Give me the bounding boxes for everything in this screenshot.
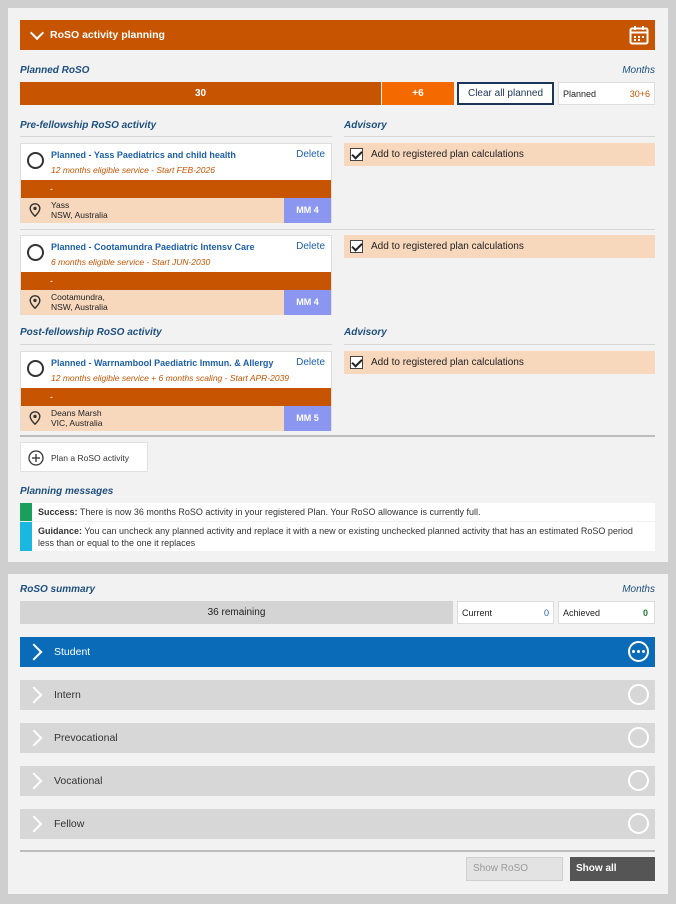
activity-bar-text: - <box>50 184 53 194</box>
mm-badge: MM 4 <box>284 198 331 223</box>
location-line-1: Yass <box>51 200 70 210</box>
pre-divider-right <box>344 136 655 137</box>
chevron-right-icon <box>26 730 43 747</box>
planned-summary-value: 30+6 <box>629 89 650 99</box>
summary-units: Months <box>622 584 655 595</box>
activity-subtitle: 12 months eligible service + 6 months scaling - Start APR-2039 <box>51 373 290 383</box>
chevron-right-icon <box>26 773 43 790</box>
stage-row-vocational[interactable] <box>20 766 655 796</box>
location-line-2: NSW, Australia <box>51 210 108 220</box>
planned-summary-box <box>558 82 655 105</box>
achieved-label: Achieved <box>563 608 601 618</box>
show-all-button[interactable]: Show all <box>570 857 655 881</box>
plus-circle-icon <box>28 450 44 466</box>
current-box <box>457 601 554 624</box>
planning-messages-title: Planning messages <box>20 486 114 497</box>
activity-title[interactable]: Planned - Yass Paediatrics and child health <box>51 150 236 160</box>
remaining-text: 36 remaining <box>207 607 266 618</box>
location-text <box>51 292 108 312</box>
activity-location-row <box>21 406 331 431</box>
success-color-bar <box>20 503 32 521</box>
post-divider-right <box>344 344 655 345</box>
activity-card <box>20 351 332 431</box>
advisory-label: Add to registered plan calculations <box>371 357 524 368</box>
plan-roso-activity-button[interactable] <box>20 442 148 472</box>
planned-units: Months <box>622 65 655 76</box>
advisory-label: Add to registered plan calculations <box>371 241 524 252</box>
advisory-checkbox[interactable] <box>350 356 363 369</box>
current-label: Current <box>462 608 493 618</box>
status-circle-icon <box>628 770 649 791</box>
location-text <box>51 408 103 428</box>
post-fellowship-title: Post-fellowship RoSO activity <box>20 327 162 338</box>
advisory-checkbox-row[interactable] <box>344 143 655 166</box>
post-divider-left <box>20 344 332 345</box>
chevron-down-icon[interactable] <box>30 26 44 40</box>
activity-period-bar <box>21 388 331 406</box>
status-circle-icon <box>628 813 649 834</box>
activity-title[interactable]: Planned - Cootamundra Paediatric Intensv Care <box>51 242 255 252</box>
guidance-body: You can uncheck any planned activity and replace it with a new or existing unchecked planned activity that has an estimated RoSO period less than or equal to the one it replaces <box>38 526 633 548</box>
plan-section-divider <box>20 435 655 437</box>
stage-row-intern[interactable] <box>20 680 655 710</box>
location-pin-icon <box>29 411 41 425</box>
planned-summary-label: Planned <box>563 89 597 99</box>
activity-bar-text: - <box>50 276 53 286</box>
guidance-message <box>20 522 655 551</box>
pre-divider-left <box>20 136 332 137</box>
activity-subtitle: 6 months eligible service - Start JUN-2030 <box>51 257 211 267</box>
stage-label: Student <box>54 646 91 658</box>
activity-card <box>20 143 332 223</box>
header-title: RoSO activity planning <box>50 29 165 41</box>
guidance-color-bar <box>20 522 32 551</box>
success-label: Success: <box>38 507 78 517</box>
in-progress-icon <box>628 641 649 662</box>
advisory-checkbox-row[interactable] <box>344 351 655 374</box>
activity-select-radio[interactable] <box>27 360 44 377</box>
calendar-icon[interactable] <box>629 25 649 45</box>
activity-title[interactable]: Planned - Warrnambool Paediatric Immun. & Allergy <box>51 358 274 368</box>
activity-card <box>20 235 332 315</box>
post-advisory-title: Advisory <box>344 327 387 338</box>
location-pin-icon <box>29 203 41 217</box>
advisory-label: Add to registered plan calculations <box>371 149 524 160</box>
planned-bar-main-value: 30 <box>194 88 207 99</box>
roso-summary-title: RoSO summary <box>20 584 96 595</box>
activity-bar-text: - <box>50 392 53 402</box>
stage-row-prevocational[interactable] <box>20 723 655 753</box>
planned-bar-extra <box>382 82 454 105</box>
activity-divider <box>20 229 655 230</box>
planned-bar-extra-value: +6 <box>412 88 424 99</box>
footer-divider <box>20 850 655 852</box>
stage-label: Vocational <box>54 775 103 787</box>
location-text <box>51 200 108 220</box>
chevron-right-icon <box>26 816 43 833</box>
success-text <box>38 507 481 517</box>
planning-header[interactable] <box>20 20 655 50</box>
pre-fellowship-title: Pre-fellowship RoSO activity <box>20 120 157 131</box>
chevron-right-icon <box>26 644 43 661</box>
location-line-2: VIC, Australia <box>51 418 103 428</box>
delete-link[interactable]: Delete <box>296 357 325 368</box>
show-roso-button[interactable]: Show RoSO <box>466 857 563 881</box>
remaining-bar <box>20 601 453 624</box>
activity-period-bar <box>21 272 331 290</box>
activity-select-radio[interactable] <box>27 152 44 169</box>
delete-link[interactable]: Delete <box>296 241 325 252</box>
stage-label: Intern <box>54 689 81 701</box>
current-value: 0 <box>543 608 549 618</box>
mm-badge: MM 5 <box>284 406 331 431</box>
planned-roso-title: Planned RoSO <box>20 65 90 76</box>
activity-period-bar <box>21 180 331 198</box>
advisory-checkbox-row[interactable] <box>344 235 655 258</box>
status-circle-icon <box>628 684 649 705</box>
location-pin-icon <box>29 295 41 309</box>
planned-bar-main <box>20 82 381 105</box>
chevron-right-icon <box>26 687 43 704</box>
success-body: There is now 36 months RoSO activity in your registered Plan. Your RoSO allowance is currently full. <box>77 507 481 517</box>
status-circle-icon <box>628 727 649 748</box>
activity-location-row <box>21 290 331 315</box>
stage-row-fellow[interactable] <box>20 809 655 839</box>
pre-advisory-title: Advisory <box>344 120 387 131</box>
roso-planning-panel <box>8 8 668 562</box>
advisory-checkbox[interactable] <box>350 148 363 161</box>
achieved-box <box>558 601 655 624</box>
activity-location-row <box>21 198 331 223</box>
delete-link[interactable]: Delete <box>296 149 325 160</box>
achieved-value: 0 <box>642 608 648 618</box>
mm-badge: MM 4 <box>284 290 331 315</box>
stage-label: Prevocational <box>54 732 118 744</box>
success-message <box>20 503 655 521</box>
stage-label: Fellow <box>54 818 85 830</box>
clear-all-planned-button[interactable]: Clear all planned <box>457 82 554 105</box>
location-line-1: Deans Marsh <box>51 408 102 418</box>
guidance-text <box>38 525 650 549</box>
roso-summary-panel <box>8 574 668 894</box>
stage-row-student[interactable] <box>20 637 655 667</box>
guidance-label: Guidance: <box>38 526 83 536</box>
advisory-checkbox[interactable] <box>350 240 363 253</box>
activity-subtitle: 12 months eligible service - Start FEB-2026 <box>51 165 215 175</box>
location-line-1: Cootamundra, <box>51 292 105 302</box>
activity-select-radio[interactable] <box>27 244 44 261</box>
plan-roso-label: Plan a RoSO activity <box>51 453 129 463</box>
location-line-2: NSW, Australia <box>51 302 108 312</box>
